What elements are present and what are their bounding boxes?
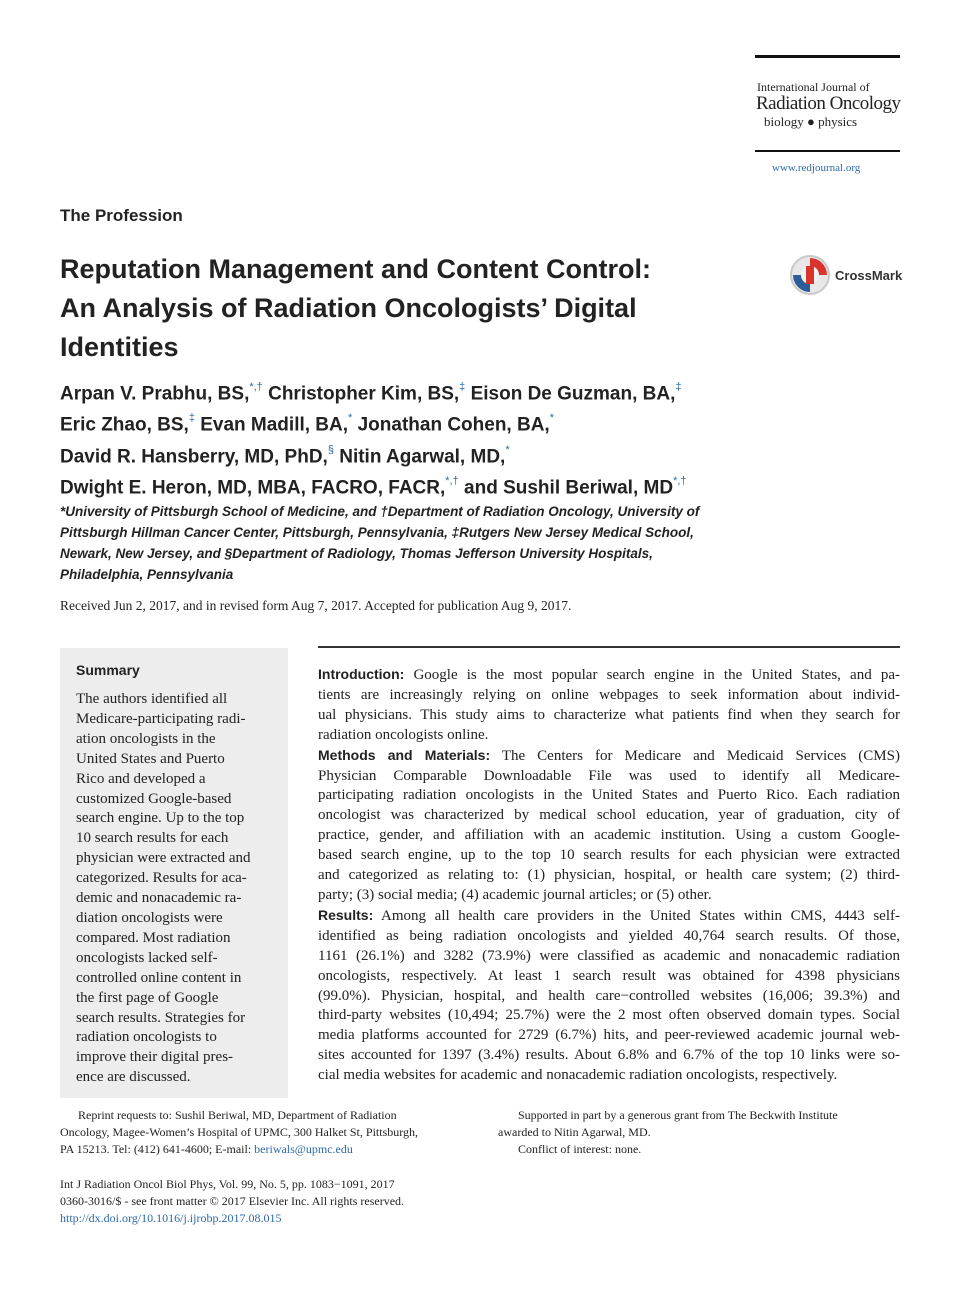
abstract-line: Physician Comparable Downloadable File was used to identify all Medicare- — [318, 767, 900, 784]
doi-link[interactable]: http://dx.doi.org/10.1016/j.ijrobp.2017.08.015 — [60, 1211, 282, 1225]
section-label: The Profession — [60, 206, 183, 225]
affiliation-line: *University of Pittsburgh School of Medicine, and †Department of Radiation Oncology, University of — [60, 504, 700, 519]
summary-line: ation oncologists in the — [76, 730, 216, 747]
crossmark-icon — [789, 254, 831, 296]
summary-line: search results. Strategies for — [76, 1009, 246, 1026]
results-label: Results: — [318, 906, 374, 923]
journal-name-line2: Radiation Oncology — [756, 93, 901, 114]
abstract-line: tients are increasingly relying on online webpages to seek information about individ- — [318, 686, 900, 703]
email-link[interactable]: beriwals@upmc.edu — [254, 1142, 353, 1156]
author-affiliation-mark[interactable]: * — [505, 443, 510, 456]
author-affiliation-mark[interactable]: ‡ — [188, 412, 195, 425]
affiliations — [60, 501, 780, 585]
author-affiliation-mark[interactable]: § — [327, 443, 334, 456]
abstract-text: Google is the most popular search engine in the United States, and pa- — [404, 667, 900, 683]
author-affiliation-mark[interactable]: *,† — [673, 474, 687, 487]
summary-line: radiation oncologists to — [76, 1029, 217, 1046]
summary-line: Rico and developed a — [76, 770, 206, 787]
abstract-line: participating radiation oncologists in the United States and Puerto Rico. Each radiation — [318, 787, 900, 804]
author-affiliation-mark[interactable]: ‡ — [459, 381, 466, 393]
abstract-line — [318, 665, 900, 686]
affiliation-line: Philadelphia, Pennsylvania — [60, 567, 234, 582]
reprint-line — [60, 1141, 460, 1158]
author-list — [60, 376, 780, 501]
abstract-text: The Centers for Medicare and Medicaid Services (CMS) — [490, 747, 900, 764]
abstract-line: and categorized as relating to: (1) physician, hospital, or health care system; (2) third- — [318, 867, 900, 884]
summary-line: the first page of Google — [76, 989, 219, 1006]
reprint-line: Reprint requests to: Sushil Beriwal, MD, Department of Radiation — [78, 1108, 397, 1122]
author-name: Arpan V. Prabhu, BS, — [60, 383, 250, 405]
summary-line: diation oncologists were — [76, 909, 223, 926]
summary-line: The authors identified all — [76, 691, 228, 707]
conflict-line: Conflict of interest: none. — [518, 1142, 642, 1156]
funding-note — [498, 1107, 900, 1158]
title-line: Identities — [60, 332, 179, 362]
author-name: David R. Hansberry, MD, PhD, — [60, 445, 328, 467]
abstract-line: cial media websites for academic and nonacademic radiation oncologists, respectively. — [318, 1067, 838, 1084]
abstract-line: oncologist was characterized by medical school education, year of graduation, city of — [318, 807, 900, 824]
summary-line: 10 search results for each — [76, 830, 229, 847]
author-affiliation-mark[interactable]: * — [348, 412, 353, 425]
issn-line: 0360-3016/$ - see front matter © 2017 Elsevier Inc. All rights reserved. — [60, 1194, 405, 1208]
author-affiliation-mark[interactable]: *,† — [249, 381, 263, 393]
abstract-line — [318, 906, 900, 927]
journal-name-line1: International Journal of — [757, 80, 870, 94]
citation-block — [60, 1176, 520, 1227]
journal-url-link[interactable]: www.redjournal.org — [772, 162, 861, 174]
abstract-line: third-party websites (10,494; 25.7%) were the 2 most often observed domain types. Social — [318, 1007, 900, 1024]
intro-label: Introduction: — [318, 666, 405, 682]
author-name: Evan Madill, BA, — [200, 414, 349, 436]
abstract-top-rule — [318, 646, 900, 648]
support-line: awarded to Nitin Agarwal, MD. — [498, 1125, 651, 1139]
abstract-line: media platforms accounted for 2729 (6.7%) hits, and peer-reviewed academic journal web- — [318, 1027, 900, 1044]
reprint-requests — [60, 1107, 460, 1158]
affiliation-line: Pittsburgh Hillman Cancer Center, Pittsburgh, Pennsylvania, ‡Rutgers New Jersey Medical School, — [60, 525, 694, 540]
abstract-line: ual physicians. This study aims to characterize what patients find when they search for — [318, 706, 900, 723]
author-name: Eric Zhao, BS, — [60, 414, 189, 436]
author-line — [60, 470, 780, 501]
author-line — [60, 376, 780, 407]
abstract-line: practice, gender, and affiliation with an academic institution. Using a custom Google- — [318, 827, 900, 844]
abstract-line: sites accounted for 1397 (3.4%) results. About 6.8% and 6.7% of the top 10 links were so- — [318, 1047, 900, 1064]
title-line: Reputation Management and Content Control: — [60, 254, 651, 284]
summary-line: oncologists lacked self- — [76, 949, 218, 966]
reprint-line: Oncology, Magee-Women’s Hospital of UPMC, 300 Halket St, Pittsburgh, — [60, 1125, 419, 1139]
summary-line: ence are discussed. — [76, 1069, 191, 1086]
summary-line: compared. Most radiation — [76, 929, 231, 946]
article-title — [60, 250, 760, 367]
author-name: Jonathan Cohen, BA, — [357, 414, 550, 436]
summary-line: demic and nonacademic ra- — [76, 890, 242, 907]
title-line: An Analysis of Radiation Oncologists’ Digital — [60, 293, 637, 323]
summary-line: search engine. Up to the top — [76, 810, 245, 827]
abstract-line: party; (3) social media; (4) academic journal articles; or (5) other. — [318, 886, 712, 903]
reprint-text: PA 15213. Tel: (412) 641-4600; E-mail: — [60, 1142, 255, 1156]
author-name: Christopher Kim, BS, — [268, 383, 460, 405]
journal-bottom-rule — [755, 150, 900, 152]
citation-line: Int J Radiation Oncol Biol Phys, Vol. 99, No. 5, pp. 1083−1091, 2017 — [60, 1177, 395, 1191]
summary-line: improve their digital pres- — [76, 1049, 234, 1066]
author-name: Nitin Agarwal, MD, — [339, 445, 506, 467]
author-line — [60, 439, 780, 470]
summary-line: controlled online content in — [76, 969, 242, 986]
summary-line: categorized. Results for aca- — [76, 870, 247, 887]
crossmark-label: CrossMark — [835, 267, 903, 283]
summary-line: physician were extracted and — [76, 850, 251, 867]
author-affiliation-mark[interactable]: *,† — [445, 474, 459, 487]
affiliation-line: Newark, New Jersey, and §Department of Radiology, Thomas Jefferson University Hospitals, — [60, 546, 653, 561]
abstract-text: Among all health care providers in the United States within CMS, 4443 self- — [373, 907, 900, 924]
abstract-line: identified as being radiation oncologists and yielded 40,764 search results. Of those, — [318, 927, 900, 944]
summary-title: Summary — [76, 662, 140, 678]
author-name: Eison De Guzman, BA, — [470, 383, 676, 405]
abstract — [318, 665, 900, 1086]
abstract-line — [318, 746, 900, 767]
summary-line: Medicare-participating radi- — [76, 710, 246, 727]
author-name: Dwight E. Heron, MD, MBA, FACRO, FACR, — [60, 477, 446, 499]
abstract-line: 1161 (26.1%) and 3282 (73.9%) were classified as academic and nonacademic radiation — [318, 947, 900, 964]
journal-top-rule — [755, 55, 900, 58]
abstract-line: oncologists, respectively. At least 1 search result was obtained for 4398 physicians — [318, 967, 900, 984]
summary-line: customized Google-based — [76, 790, 232, 807]
author-name: and Sushil Beriwal, MD — [464, 477, 674, 499]
author-affiliation-mark[interactable]: ‡ — [675, 381, 682, 393]
abstract-line: radiation oncologists online. — [318, 726, 489, 743]
summary-text — [76, 690, 276, 1088]
support-line: Supported in part by a generous grant from The Beckwith Institute — [518, 1108, 838, 1122]
abstract-line: (99.0%). Physician, hospital, and health care−controlled websites (16,006; 39.3%) and — [318, 987, 900, 1004]
crossmark-button[interactable] — [789, 254, 902, 296]
author-line — [60, 407, 780, 438]
summary-line: United States and Puerto — [76, 750, 225, 767]
journal-name-line3: biology ● physics — [764, 114, 858, 129]
abstract-line: based search engine, up to the top 10 search results for each physician were extracted — [318, 847, 900, 864]
author-affiliation-mark[interactable]: * — [549, 412, 554, 425]
methods-label: Methods and Materials: — [318, 746, 491, 763]
received-dates: Received Jun 2, 2017, and in revised form Aug 7, 2017. Accepted for publication Aug 9, 2017. — [60, 598, 572, 613]
